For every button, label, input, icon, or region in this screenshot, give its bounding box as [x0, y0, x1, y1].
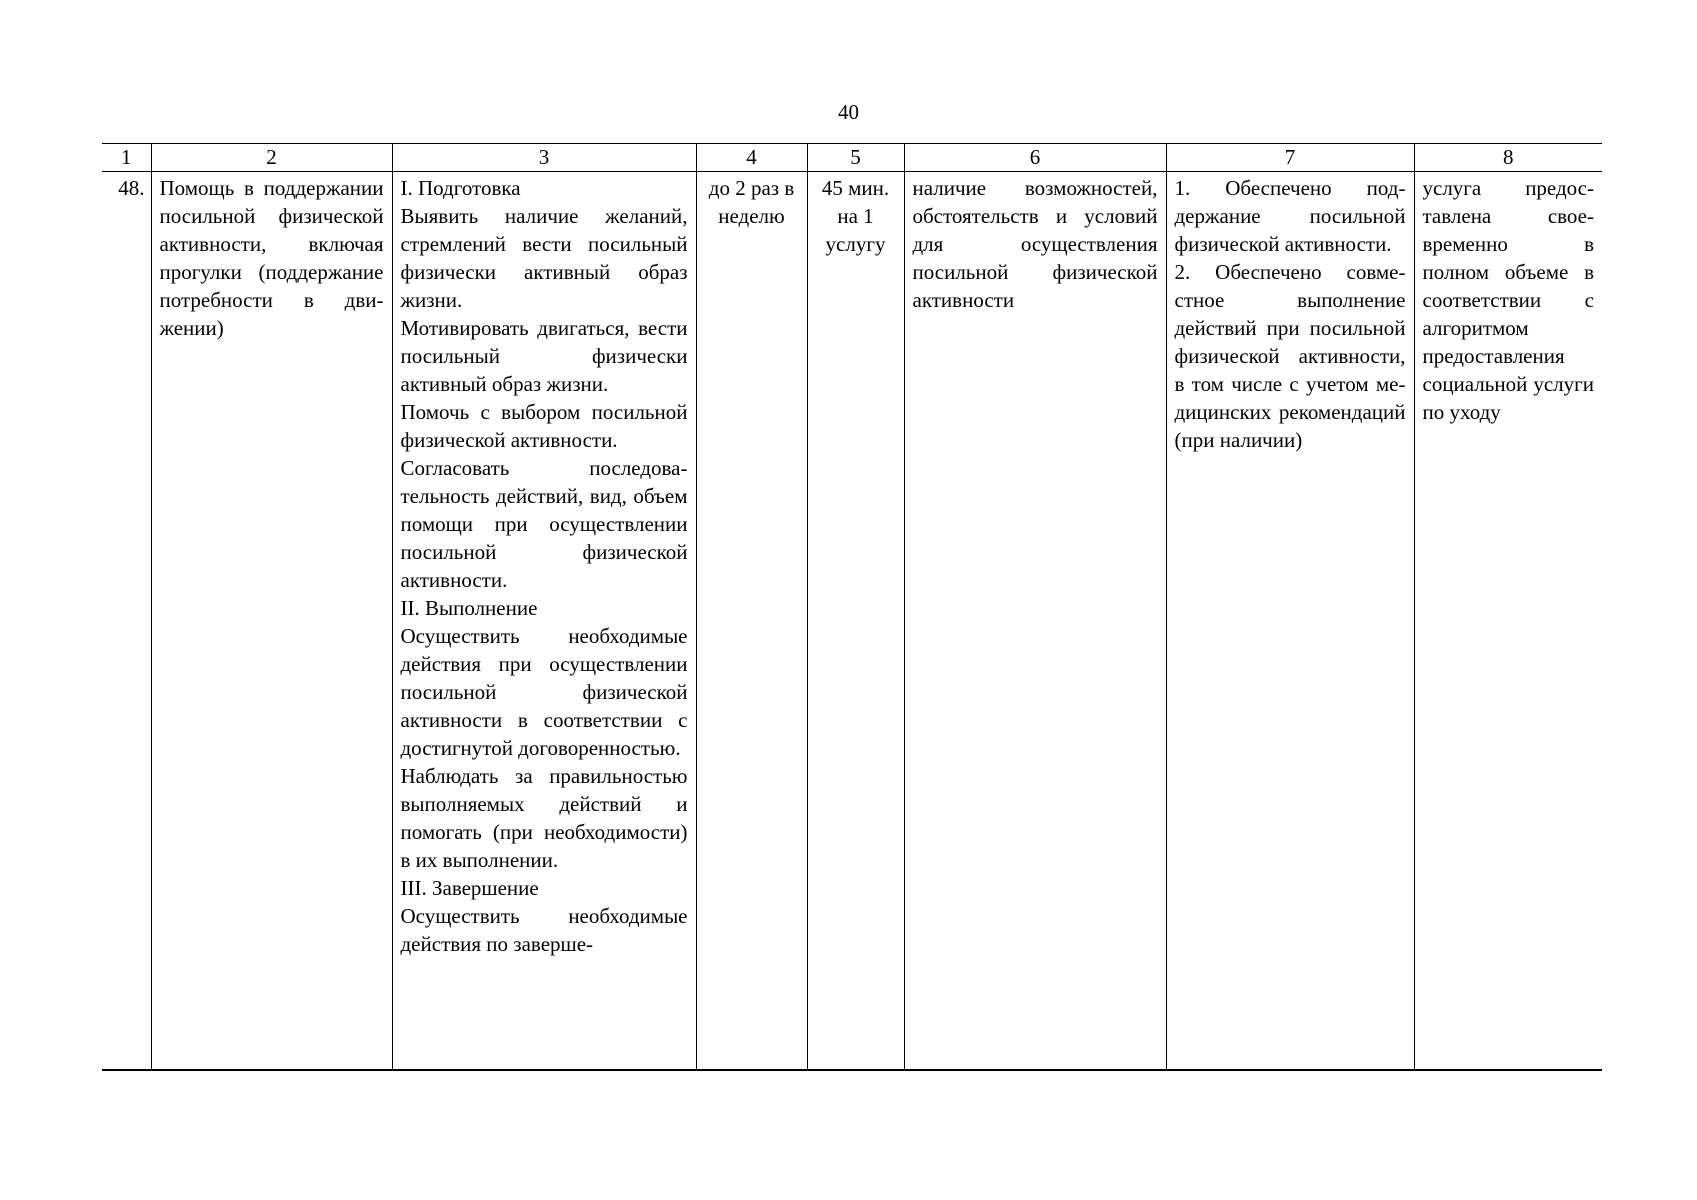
column-header: 3: [392, 144, 696, 172]
service-steps: [392, 172, 696, 1071]
step-text: Выявить наличие желаний, стремлений вести посильный физически активный образ жизни.: [400, 204, 688, 312]
column-header: 4: [696, 144, 807, 172]
column-header: 7: [1166, 144, 1414, 172]
column-header: 2: [151, 144, 392, 172]
column-header: 1: [102, 144, 151, 172]
service-standard-table: [102, 143, 1602, 1071]
step-text: Согласовать последовательность действий, вид, объем помощи при осуществлении посильной физической активности.: [400, 456, 688, 592]
step-text: II. Выполнение: [400, 596, 538, 620]
service-conditions: наличие возможностей, обстоятельств и условий для осуществления посильной физической активности: [904, 172, 1166, 1071]
service-results: [1166, 172, 1414, 1071]
service-frequency: до 2 раз в неделю: [696, 172, 807, 1071]
step-text: Осуществить необходимые действия по заверше-: [400, 904, 688, 956]
service-assessment: услуга предоставлена своевременно в полном объеме в соответствии с алгоритмом предоставления социальной услуги по уходу: [1414, 172, 1602, 1071]
result-text: 1. Обеспечено поддержание посильной физической активности.: [1174, 176, 1406, 256]
service-name: Помощь в поддержании посильной физической активности, включая прогулки (поддержание потребности в движении): [151, 172, 392, 1071]
service-duration: 45 мин. на 1 услугу: [807, 172, 904, 1071]
column-header: 8: [1414, 144, 1602, 172]
step-text: Мотивировать двигаться, вести посильный физически активный образ жизни.: [400, 316, 688, 396]
step-text: Наблюдать за правильностью выполняемых действий и помогать (при необходимости) в их выполнении.: [400, 764, 688, 872]
row-number: 48.: [102, 172, 151, 1071]
step-text: III. Завершение: [400, 876, 539, 900]
column-header: 6: [904, 144, 1166, 172]
table-row: [102, 172, 1602, 1071]
column-header: 5: [807, 144, 904, 172]
result-text: 2. Обеспечено совместное выполнение действий при посильной физической активности, в том числе с учетом медицинских рекомендаций (при наличии): [1174, 260, 1406, 452]
page-number: 40: [838, 100, 859, 124]
step-text: I. Подготовка: [400, 176, 521, 200]
header-row: [102, 144, 1602, 172]
step-text: Помочь с выбором посильной физической активности.: [400, 400, 688, 452]
step-text: Осуществить необходимые действия при осуществлении посильной физической активности в соответствии с достигнутой договоренностью.: [400, 624, 688, 760]
